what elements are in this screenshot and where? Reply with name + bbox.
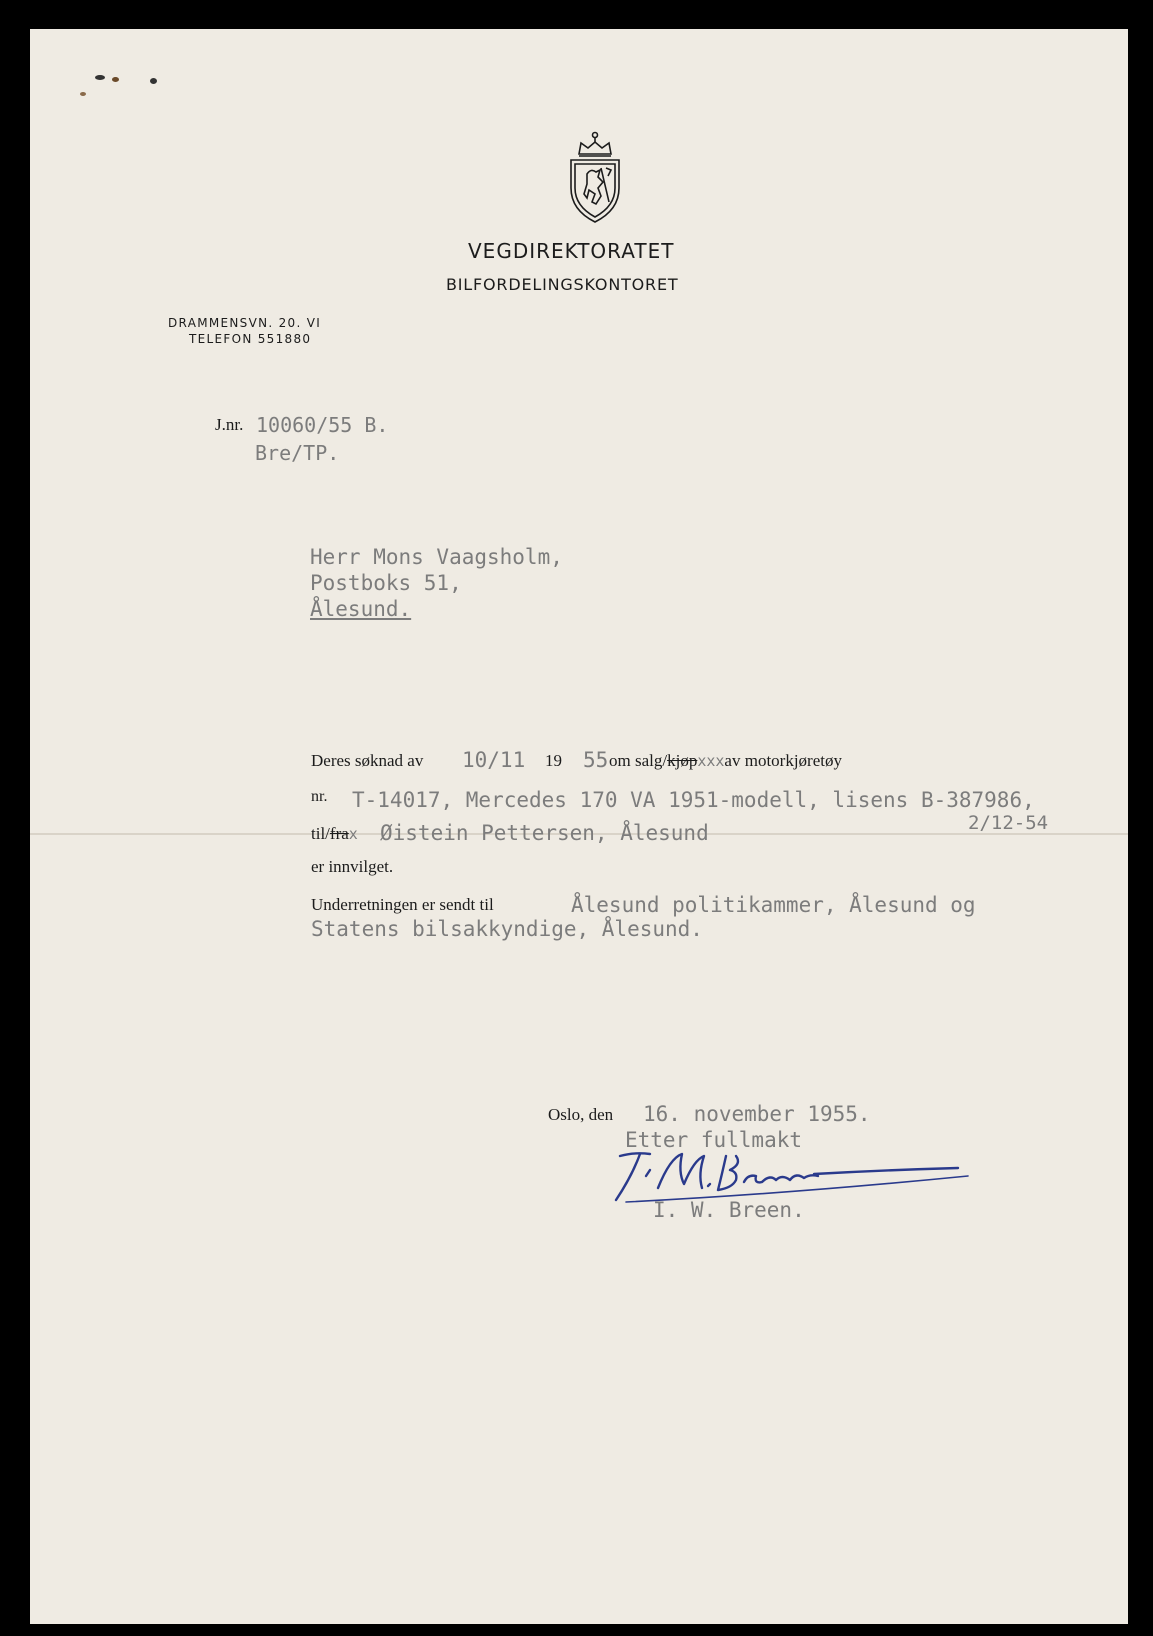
recipient-city: Ålesund. xyxy=(310,597,412,621)
signed-name: I. W. Breen. xyxy=(653,1198,805,1222)
phone-line: TELEFON 551880 xyxy=(189,332,312,346)
ink-speck xyxy=(80,92,86,96)
org-title: VEGDIREKTORATET xyxy=(468,239,675,263)
notify-line-1: Ålesund politikammer, Ålesund og xyxy=(571,893,976,917)
notify-line-2: Statens bilsakkyndige, Ålesund. xyxy=(311,917,703,941)
org-subtitle: BILFORDELINGSKONTORET xyxy=(446,275,679,294)
reference-label: J.nr. xyxy=(215,415,244,434)
year-prefix: 19 xyxy=(545,751,562,770)
handwritten-signature xyxy=(606,1148,976,1204)
notify-label: Underretningen er sendt til xyxy=(311,895,494,914)
om-salg-label xyxy=(609,751,842,771)
recipient-box: Postboks 51, xyxy=(310,571,462,595)
soknad-label: Deres søknad av xyxy=(311,751,424,770)
struck-xx: xxx xyxy=(697,752,725,770)
ink-speck xyxy=(112,77,119,82)
approved-text: er innvilget. xyxy=(311,857,394,876)
av-label: av motorkjøretøy xyxy=(724,751,842,770)
coat-of-arms-icon xyxy=(565,130,625,226)
license-date: 2/12-54 xyxy=(968,812,1049,834)
vehicle-description: T-14017, Mercedes 170 VA 1951-modell, lisens B-387986, xyxy=(352,788,1035,812)
ink-speck xyxy=(95,75,105,80)
ink-speck xyxy=(150,78,157,84)
reference-initials: Bre/TP. xyxy=(255,441,340,465)
nr-label: nr. xyxy=(311,788,328,805)
year-suffix: 55 xyxy=(583,748,609,772)
closing-date: 16. november 1955. xyxy=(643,1102,871,1126)
place-label: Oslo, den xyxy=(548,1105,614,1124)
om-label: om salg/ xyxy=(609,751,668,770)
address-line: DRAMMENSVN. 20. VI xyxy=(168,316,322,330)
til-label: til/ xyxy=(311,824,330,843)
struck-x: x xyxy=(348,825,358,843)
recipient-name: Herr Mons Vaagsholm, xyxy=(310,545,563,569)
recipient-line: Øistein Pettersen, Ålesund xyxy=(380,821,709,845)
til-fra-label xyxy=(311,824,358,844)
struck-fra: fra xyxy=(329,824,349,843)
reference-number: 10060/55 B. xyxy=(256,413,389,437)
struck-kjop: kjøp xyxy=(667,751,698,770)
authority-text: Etter fullmakt xyxy=(625,1128,803,1152)
soknad-date: 10/11 xyxy=(462,748,526,772)
